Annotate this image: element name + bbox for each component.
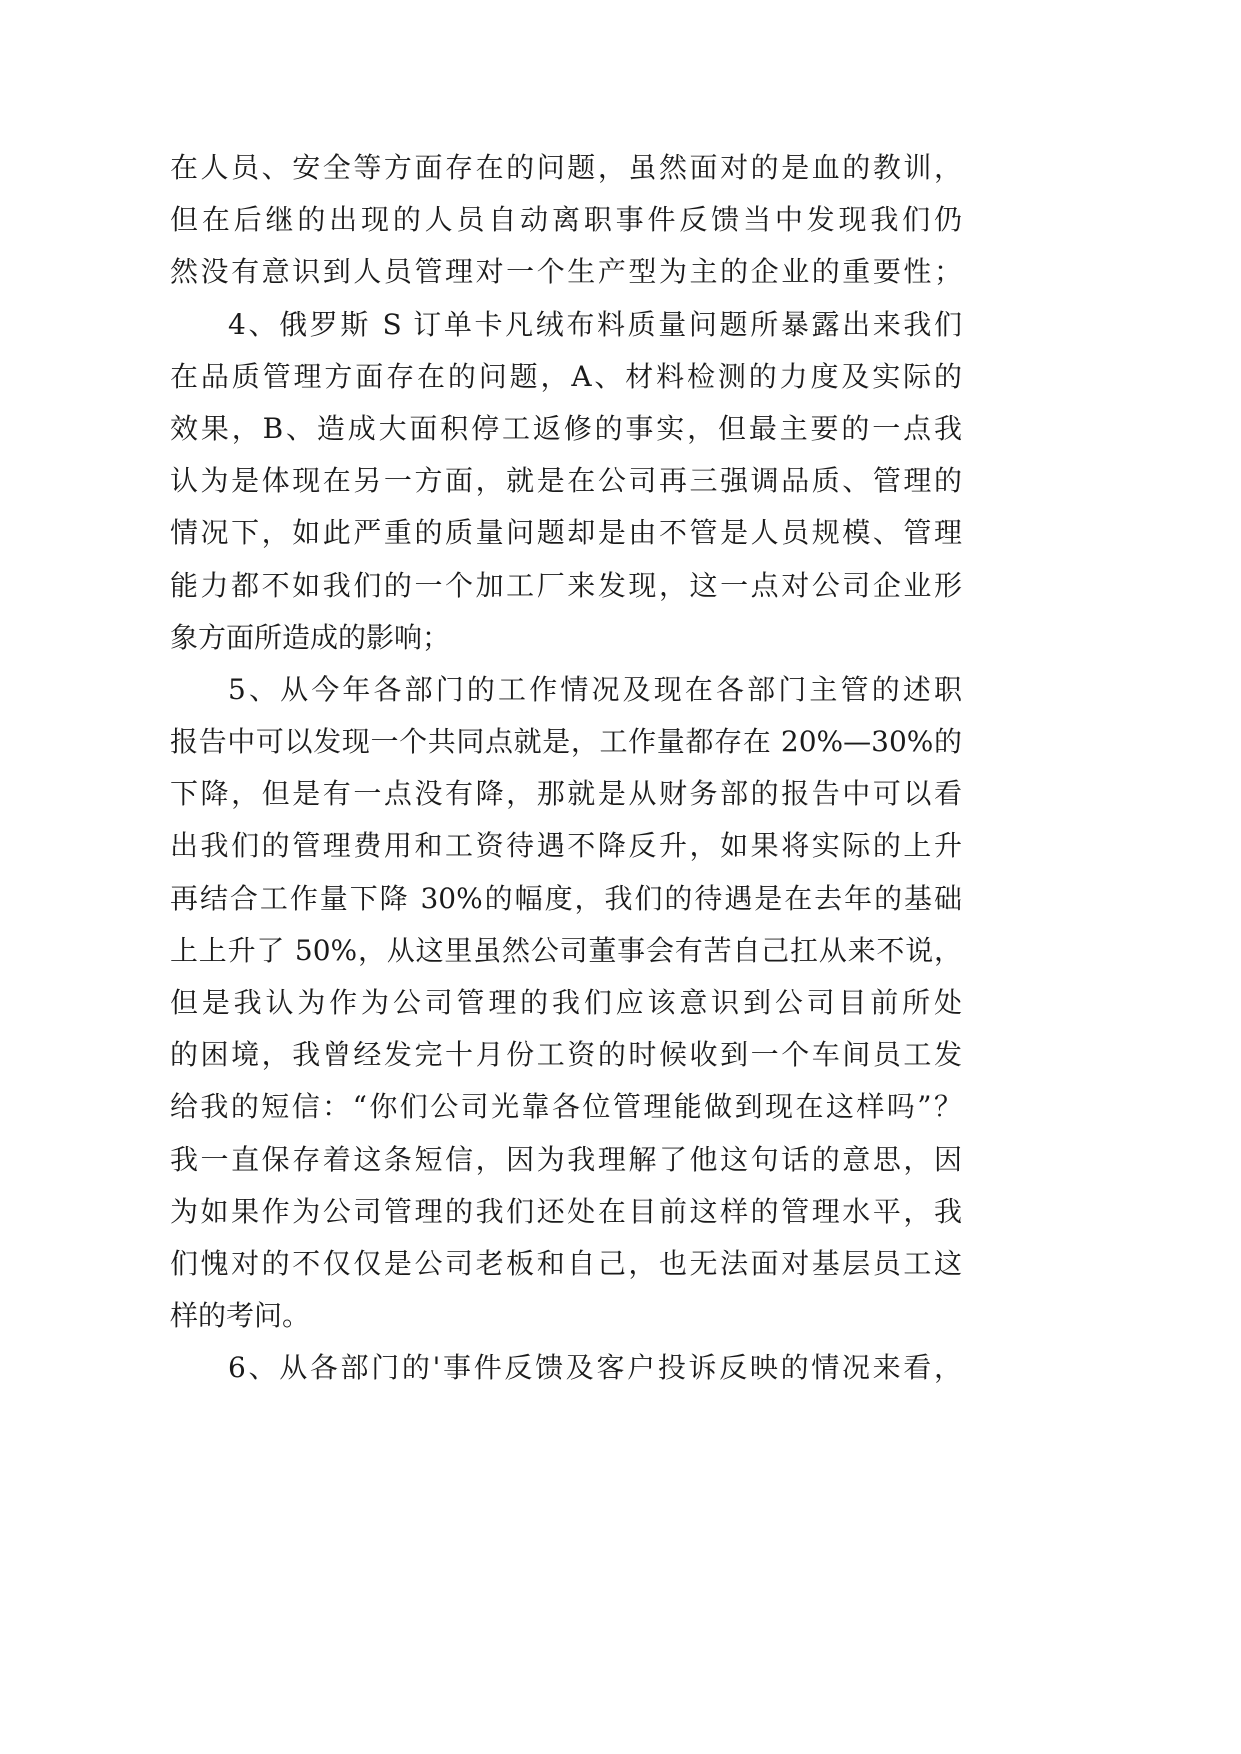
text-line: 但在后继的出现的人员自动离职事件反馈当中发现我们仍 xyxy=(170,203,962,237)
text-line: 在人员、安全等方面存在的问题，虽然面对的是血的教训， xyxy=(170,151,962,184)
text-line: 但是我认为作为公司管理的我们应该意识到公司目前所处 xyxy=(170,986,962,1019)
text-line: 认为是体现在另一方面，就是在公司再三强调品质、管理的 xyxy=(170,464,962,498)
text-line: 下降，但是有一点没有降，那就是从财务部的报告中可以看 xyxy=(170,777,962,811)
text-line: 再结合工作量下降 30%的幅度，我们的待遇是在去年的基础 xyxy=(170,881,962,915)
text-line: 们愧对的不仅仅是公司老板和自己，也无法面对基层员工这 xyxy=(170,1246,962,1280)
text-line: 然没有意识到人员管理对一个生产型为主的企业的重要性； xyxy=(170,255,962,289)
paragraph-start-line: 6、从各部门的'事件反馈及客户投诉反映的情况来看， xyxy=(228,1351,962,1385)
text-line: 上上升了 50%，从这里虽然公司董事会有苦自己扛从来不说， xyxy=(170,933,962,967)
text-line: 情况下，如此严重的质量问题却是由不管是人员规模、管理 xyxy=(170,516,962,550)
text-line: 效果，B、造成大面积停工返修的事实，但最主要的一点我 xyxy=(170,411,962,445)
text-line: 我一直保存着这条短信，因为我理解了他这句话的意思，因 xyxy=(170,1142,962,1176)
text-line: 的困境，我曾经发完十月份工资的时候收到一个车间员工发 xyxy=(170,1038,962,1072)
text-line: 出我们的管理费用和工资待遇不降反升，如果将实际的上升 xyxy=(170,829,962,863)
text-line: 给我的短信：“你们公司光靠各位管理能做到现在这样吗”？ xyxy=(170,1090,962,1124)
paragraph-start-line: 5、从今年各部门的工作情况及现在各部门主管的述职 xyxy=(228,672,962,706)
text-line: 在品质管理方面存在的问题，A、材料检测的力度及实际的 xyxy=(170,359,962,393)
paragraph-end-line: 象方面所造成的影响； xyxy=(170,620,451,654)
text-line: 能力都不如我们的一个加工厂来发现，这一点对公司企业形 xyxy=(170,568,962,602)
paragraph-start-line: 4、俄罗斯 S 订单卡凡绒布料质量问题所暴露出来我们 xyxy=(228,307,962,341)
paragraph-end-line: 样的考问。 xyxy=(170,1299,311,1333)
text-line: 为如果作为公司管理的我们还处在目前这样的管理水平，我 xyxy=(170,1194,962,1228)
text-line: 报告中可以发现一个共同点就是，工作量都存在 20%—30%的 xyxy=(170,725,962,759)
document-body xyxy=(170,142,962,1395)
